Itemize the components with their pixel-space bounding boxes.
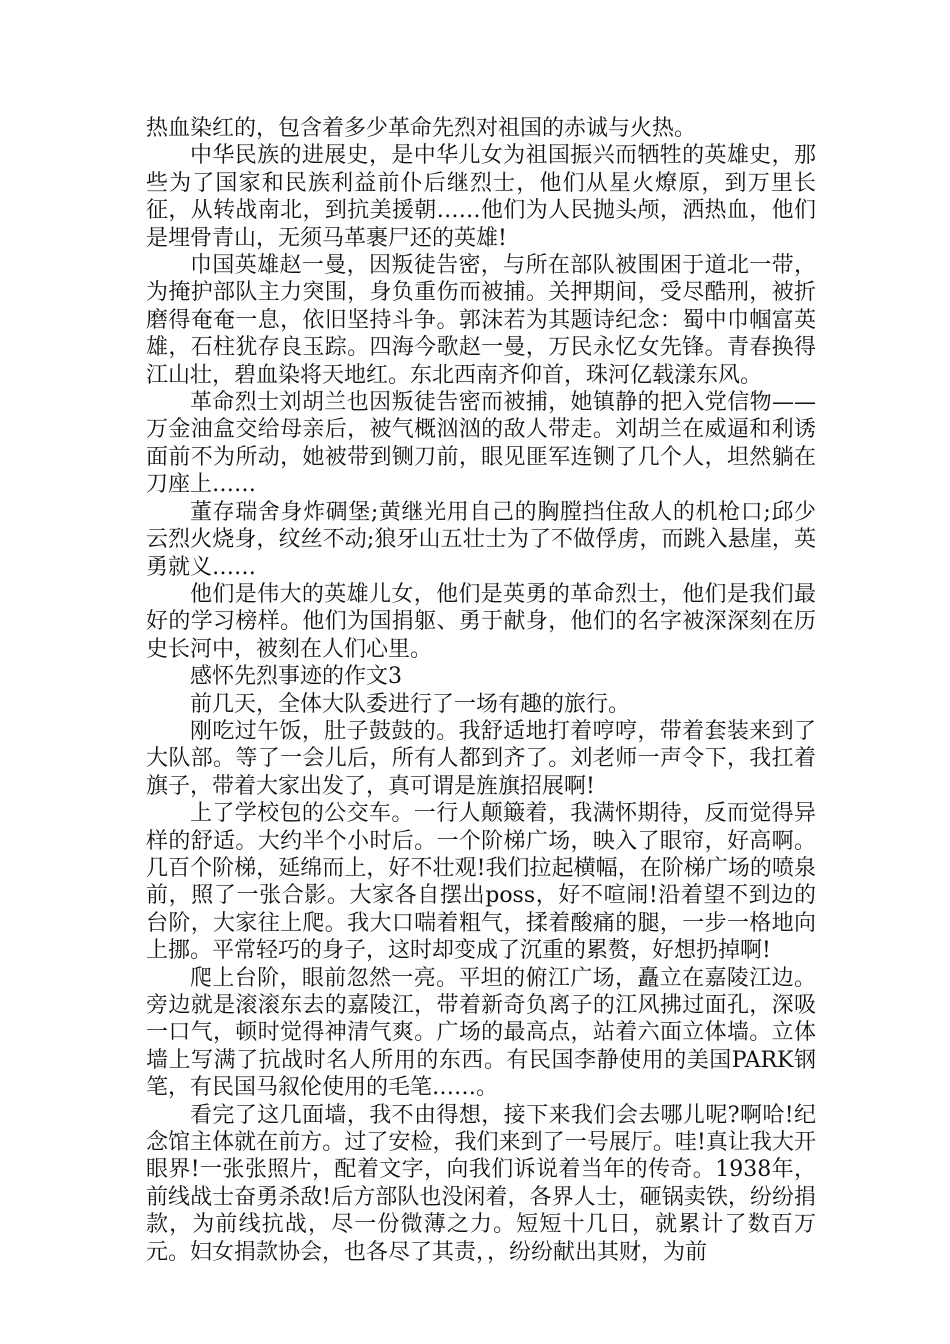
- paragraph-4: 革命烈士刘胡兰也因叛徒告密而被捕，她镇静的把入党信物——万金油盒交给母亲后，被气概汹汹的敌人带走。刘胡兰在威逼和利诱面前不为所动，她被带到铡刀前，眼见匪军连铡了几个人，坦然躺在刀座上……: [146, 390, 816, 498]
- paragraph-5: 董存瑞舍身炸碉堡;黄继光用自己的胸膛挡住敌人的机枪口;邱少云烈火烧身，纹丝不动;狼牙山五壮士为了不做俘虏，而跳入悬崖，英勇就义……: [146, 499, 816, 580]
- paragraph-3: 巾国英雄赵一曼，因叛徒告密，与所在部队被围困于道北一带，为掩护部队主力突围，身负重伤而被捕。关押期间，受尽酷刑，被折磨得奄奄一息，依旧坚持斗争。郭沫若为其题诗纪念：蜀中巾帼富英雄，石柱犹存良玉踪。四海今歌赵一曼，万民永忆女先锋。青春换得江山壮，碧血染将天地红。东北西南齐仰首，珠河亿载漾东风。: [146, 253, 816, 388]
- document-body: [146, 115, 816, 1266]
- section-heading: 感怀先烈事迹的作文3: [190, 664, 402, 690]
- paragraph-12: 看完了这几面墙，我不由得想，接下来我们会去哪儿呢?啊哈!纪念馆主体就在前方。过了安检，我们来到了一号展厅。哇!真让我大开眼界!一张张照片，配着文字，向我们诉说着当年的传奇。1938年，前线战士奋勇杀敌!后方部队也没闲着，各界人士，砸锅卖铁，纷纷捐款，为前线抗战，尽一份微薄之力。短短十几日，就累计了数百万元。妇女捐款协会，也各尽了其责，，纷纷献出其财，为前: [146, 1102, 816, 1265]
- paragraph-6: 他们是伟大的英雄儿女，他们是英勇的革命烈士，他们是我们最好的学习榜样。他们为国捐躯、勇于献身，他们的名字被深深刻在历史长河中，被刻在人们心里。: [146, 581, 816, 662]
- paragraph-9: 刚吃过午饭，肚子鼓鼓的。我舒适地打着哼哼，带着套装来到了大队部。等了一会儿后，所有人都到齐了。刘老师一声令下，我扛着旗子，带着大家出发了，真可谓是旌旗招展啊!: [146, 718, 816, 799]
- paragraph-2: 中华民族的进展史，是中华儿女为祖国振兴而牺牲的英雄史，那些为了国家和民族利益前仆后继烈士，他们从星火燎原，到万里长征，从转战南北，到抗美援朝……他们为人民抛头颅，洒热血，他们是埋骨青山，无须马革裹尸还的英雄!: [146, 143, 816, 251]
- paragraph-8: 前几天，全体大队委进行了一场有趣的旅行。: [190, 691, 631, 717]
- paragraph-10: 上了学校包的公交车。一行人颠簸着，我满怀期待，反而觉得异样的舒适。大约半个小时后。一个阶梯广场，映入了眼帘，好高啊。几百个阶梯，延绵而上，好不壮观!我们拉起横幅，在阶梯广场的喷泉前，照了一张合影。大家各自摆出poss，好不喧闹!沿着望不到边的台阶，大家往上爬。我大口喘着粗气，揉着酸痛的腿，一步一格地向上挪。平常轻巧的身子，这时却变成了沉重的累赘，好想扔掉啊!: [146, 801, 816, 964]
- paragraph-11: 爬上台阶，眼前忽然一亮。平坦的俯江广场，矗立在嘉陵江边。旁边就是滚滚东去的嘉陵江，带着新奇负离子的江风拂过面孔，深吸一口气，顿时觉得神清气爽。广场的最高点，站着六面立体墙。立体墙上写满了抗战时名人所用的东西。有民国李静使用的美国PARK钢笔，有民国马叙伦使用的毛笔……。: [146, 965, 816, 1101]
- paragraph-1: 热血染红的，包含着多少革命先烈对祖国的赤诚与火热。: [146, 116, 697, 141]
